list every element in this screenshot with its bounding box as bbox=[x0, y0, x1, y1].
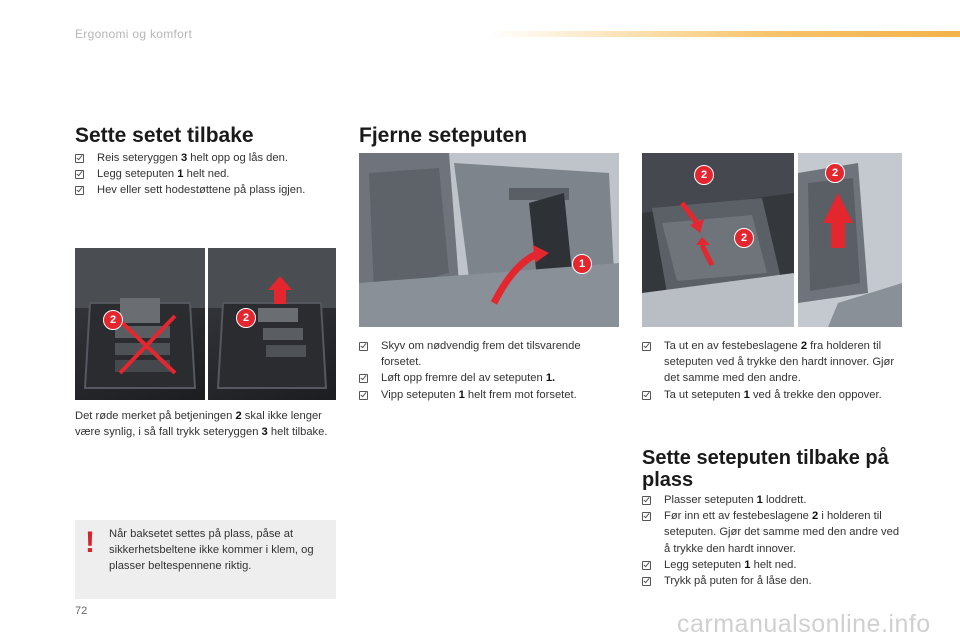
section-header: Ergonomi og komfort bbox=[75, 27, 193, 41]
checkbox-icon bbox=[642, 561, 651, 570]
list-item: Løft opp fremre del av seteputen 1. bbox=[359, 370, 621, 386]
checkbox-icon bbox=[75, 154, 84, 163]
heading-fjerne-seteputen: Fjerne seteputen bbox=[359, 124, 528, 147]
callout-2: 2 bbox=[103, 310, 123, 330]
checkbox-icon bbox=[642, 342, 651, 351]
warning-icon: ! bbox=[85, 526, 95, 559]
checkbox-icon bbox=[359, 374, 368, 383]
list-item: Ta ut en av festebeslagene 2 fra holderen til seteputen ved å trykke den hardt innover. Gjør det samme med den andre. bbox=[642, 338, 904, 387]
list-item: Trykk på puten for å låse den. bbox=[642, 573, 904, 589]
photo-seatback-lever-unlocked bbox=[208, 248, 336, 400]
checkbox-icon bbox=[642, 577, 651, 586]
photo-remove-cushion bbox=[798, 153, 902, 327]
checkbox-icon bbox=[75, 186, 84, 195]
warning-box bbox=[75, 520, 336, 599]
right-bullet-list bbox=[642, 338, 904, 403]
list-item: Legg seteputen 1 helt ned. bbox=[75, 166, 345, 182]
note-red-mark: Det røde merket på betjeningen 2 skal ikke lenger være synlig, i så fall trykk seteryggen 3 helt tilbake. bbox=[75, 410, 328, 439]
callout-2: 2 bbox=[734, 228, 754, 248]
list-item: Før inn ett av festebeslagene 2 i holderen til seteputen. Gjør det samme med den andre ved å trykke den hardt innover. bbox=[642, 508, 904, 557]
watermark: carmanualsonline.info bbox=[677, 610, 931, 638]
callout-2: 2 bbox=[825, 163, 845, 183]
heading-sette-setet: Sette setet tilbake bbox=[75, 124, 254, 147]
list-item: Ta ut seteputen 1 ved å trekke den oppover. bbox=[642, 387, 904, 403]
callout-2: 2 bbox=[236, 308, 256, 328]
right-bullet-list-2 bbox=[642, 492, 904, 589]
list-item: Hev eller sett hodestøttene på plass igjen. bbox=[75, 182, 345, 198]
checkbox-icon bbox=[359, 391, 368, 400]
page-number: 72 bbox=[75, 605, 88, 617]
checkbox-icon bbox=[642, 496, 651, 505]
checkbox-icon bbox=[359, 342, 368, 351]
list-item: Vipp seteputen 1 helt frem mot forsetet. bbox=[359, 387, 621, 403]
header-accent-bar bbox=[490, 31, 960, 37]
heading-sette-seteputen-tilbake: Sette seteputen tilbake på plass bbox=[642, 447, 889, 491]
checkbox-icon bbox=[642, 512, 651, 521]
checkbox-icon bbox=[642, 391, 651, 400]
list-item: Skyv om nødvendig frem det tilsvarende forsetet. bbox=[359, 338, 621, 370]
checkbox-icon bbox=[75, 170, 84, 179]
photo-seatback-lever-locked bbox=[75, 248, 205, 400]
photo-lift-seat-cushion bbox=[359, 153, 619, 327]
callout-2: 2 bbox=[694, 165, 714, 185]
list-item: Reis seteryggen 3 helt opp og lås den. bbox=[75, 150, 345, 166]
callout-1: 1 bbox=[572, 254, 592, 274]
middle-bullet-list bbox=[359, 338, 621, 403]
list-item: Plasser seteputen 1 loddrett. bbox=[642, 492, 904, 508]
list-item: Legg seteputen 1 helt ned. bbox=[642, 557, 904, 573]
photo-fastening-clips bbox=[642, 153, 794, 327]
warning-text: Når baksetet settes på plass, påse at sikkerhetsbeltene ikke kommer i klem, og plasser beltespennene riktig. bbox=[109, 528, 314, 573]
left-bullet-list bbox=[75, 150, 345, 199]
